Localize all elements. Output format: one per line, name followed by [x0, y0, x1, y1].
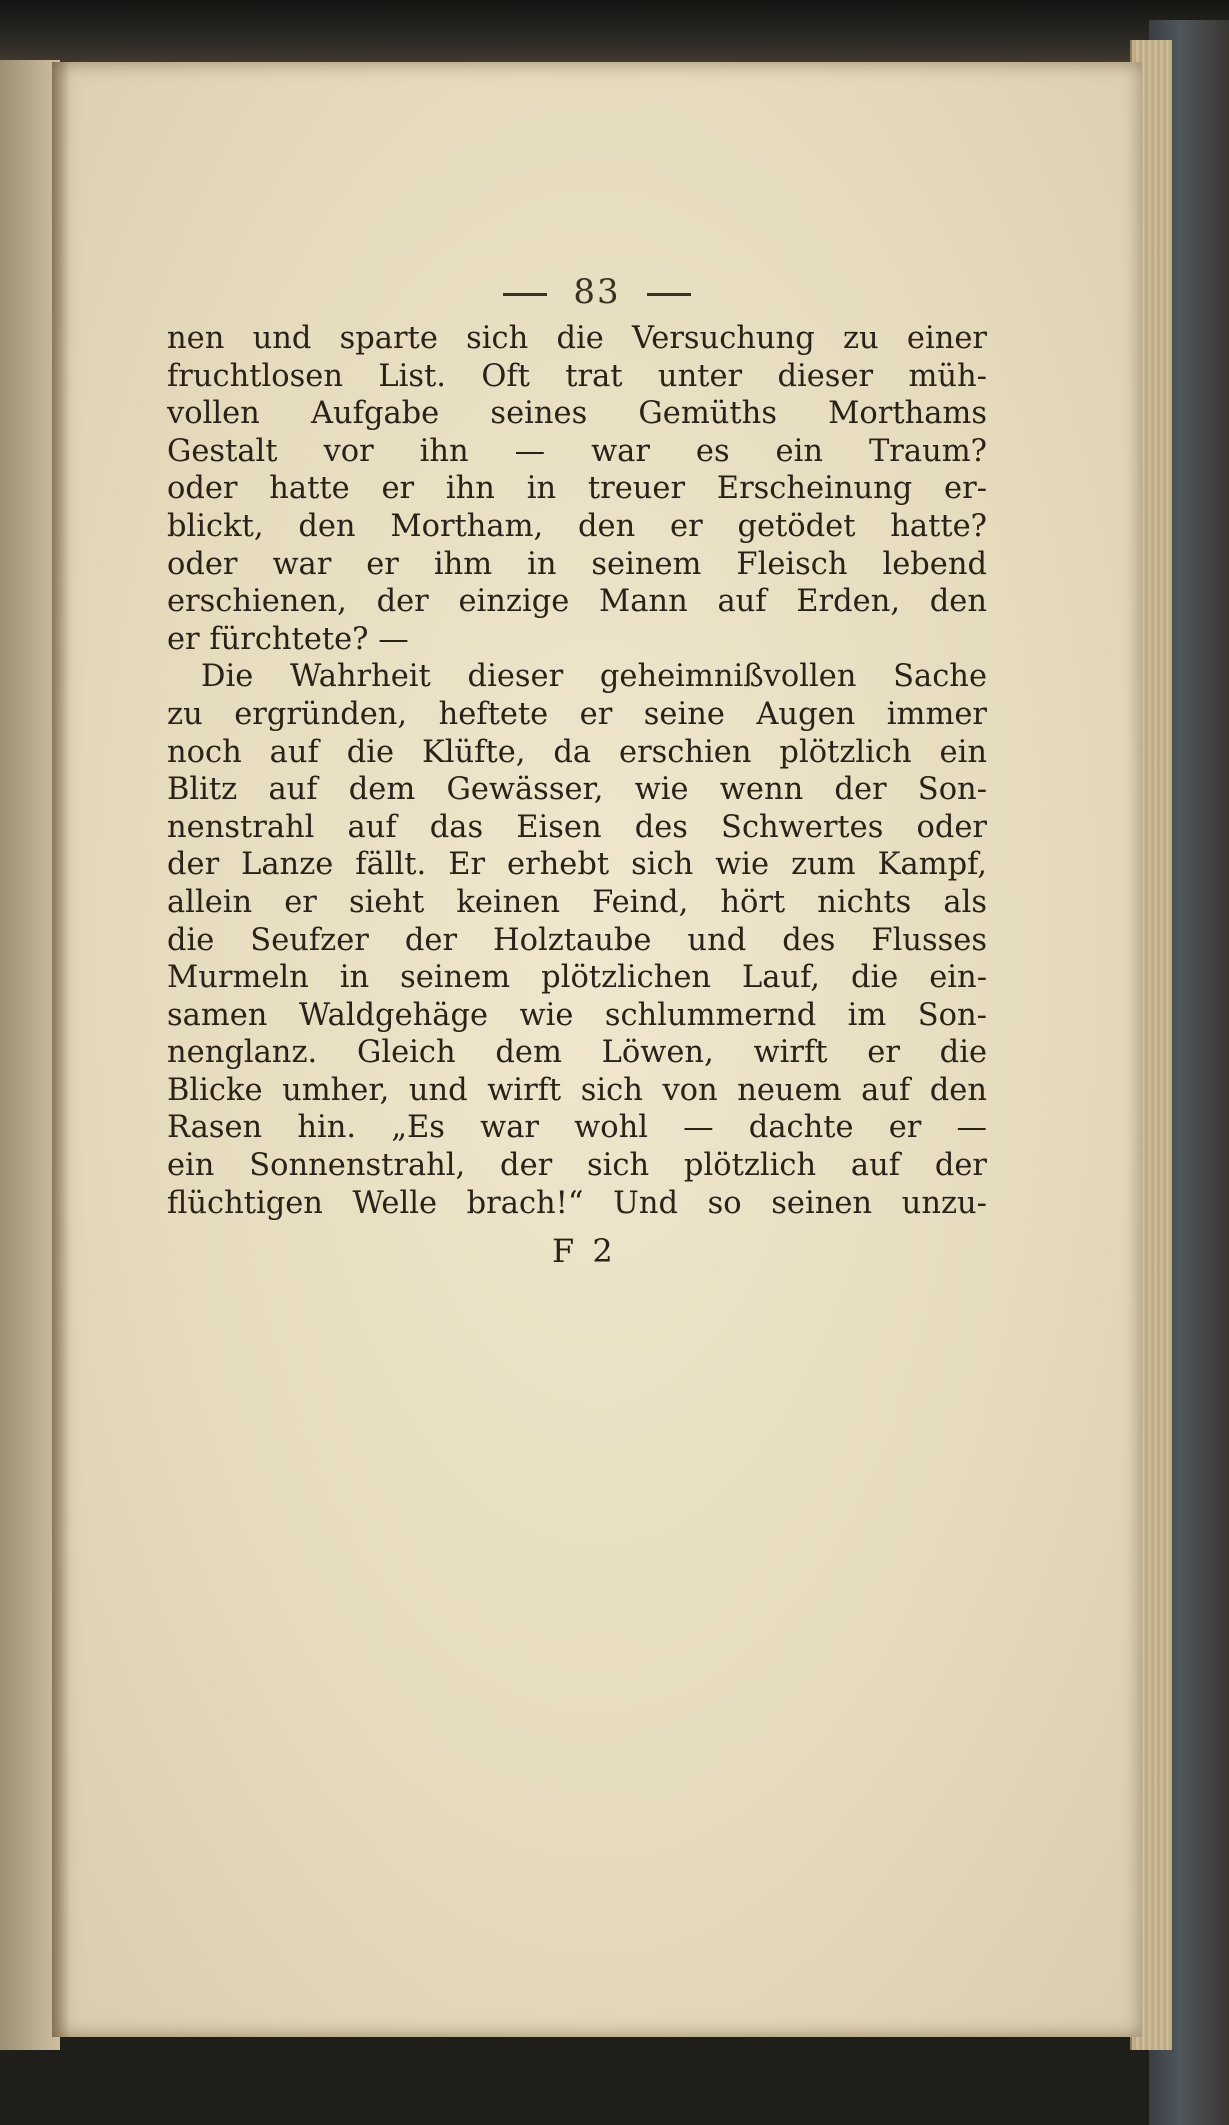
text-line: ein Sonnenstrahl, der sich plötzlich auf der: [167, 1148, 987, 1184]
text-line: flüchtigen Welle brach!“ Und so seinen unzu-: [167, 1185, 987, 1221]
page-number-header: [52, 272, 1142, 312]
book-top-edge: [0, 0, 1229, 70]
text-line: allein er sieht keinen Feind, hört nichts als: [167, 884, 987, 920]
header-dash-left: [503, 293, 547, 296]
header-dash-right: [647, 293, 691, 296]
text-line: die Seufzer der Holztaube und des Flusses: [167, 922, 987, 958]
text-line: oder war er ihm in seinem Fleisch lebend: [167, 546, 987, 582]
text-line: Die Wahrheit dieser geheimnißvollen Sache: [201, 659, 987, 695]
text-line: oder hatte er ihn in treuer Erscheinung er-: [167, 471, 987, 507]
text-line: Murmeln in seinem plötzlichen Lauf, die ein-: [167, 960, 987, 996]
text-line: nen und sparte sich die Versuchung zu einer: [167, 321, 987, 356]
text-line: der Lanze fällt. Er erhebt sich wie zum Kampf,: [167, 847, 987, 883]
text-line: zu ergründen, heftete er seine Augen immer: [167, 696, 987, 732]
book-page: [52, 62, 1142, 2037]
text-line: Rasen hin. „Es war wohl — dachte er —: [167, 1110, 987, 1146]
body-text: [167, 320, 987, 1222]
text-line: samen Waldgehäge wie schlummernd im Son-: [167, 997, 987, 1033]
text-line: er fürchtete? —: [167, 621, 409, 657]
previous-page-edge: [0, 60, 60, 2050]
gutter-shadow: [52, 62, 70, 2037]
text-line: nenstrahl auf das Eisen des Schwertes oder: [167, 809, 987, 845]
signature-mark: F 2: [552, 1232, 617, 1270]
text-line: erschienen, der einzige Mann auf Erden, den: [167, 584, 987, 620]
text-line: nenglanz. Gleich dem Löwen, wirft er die: [167, 1035, 987, 1071]
text-line: fruchtlosen List. Oft trat unter dieser müh-: [167, 358, 987, 394]
text-line: Gestalt vor ihn — war es ein Traum?: [167, 433, 987, 469]
text-line: Blitz auf dem Gewässer, wie wenn der Son-: [167, 772, 987, 808]
text-line: vollen Aufgabe seines Gemüths Morthams: [167, 396, 987, 432]
text-line: blickt, den Mortham, den er getödet hatte?: [167, 508, 987, 544]
page-number: 83: [573, 272, 621, 312]
text-line: noch auf die Klüfte, da erschien plötzlich ein: [167, 734, 987, 770]
text-line: Blicke umher, und wirft sich von neuem auf den: [167, 1072, 987, 1108]
